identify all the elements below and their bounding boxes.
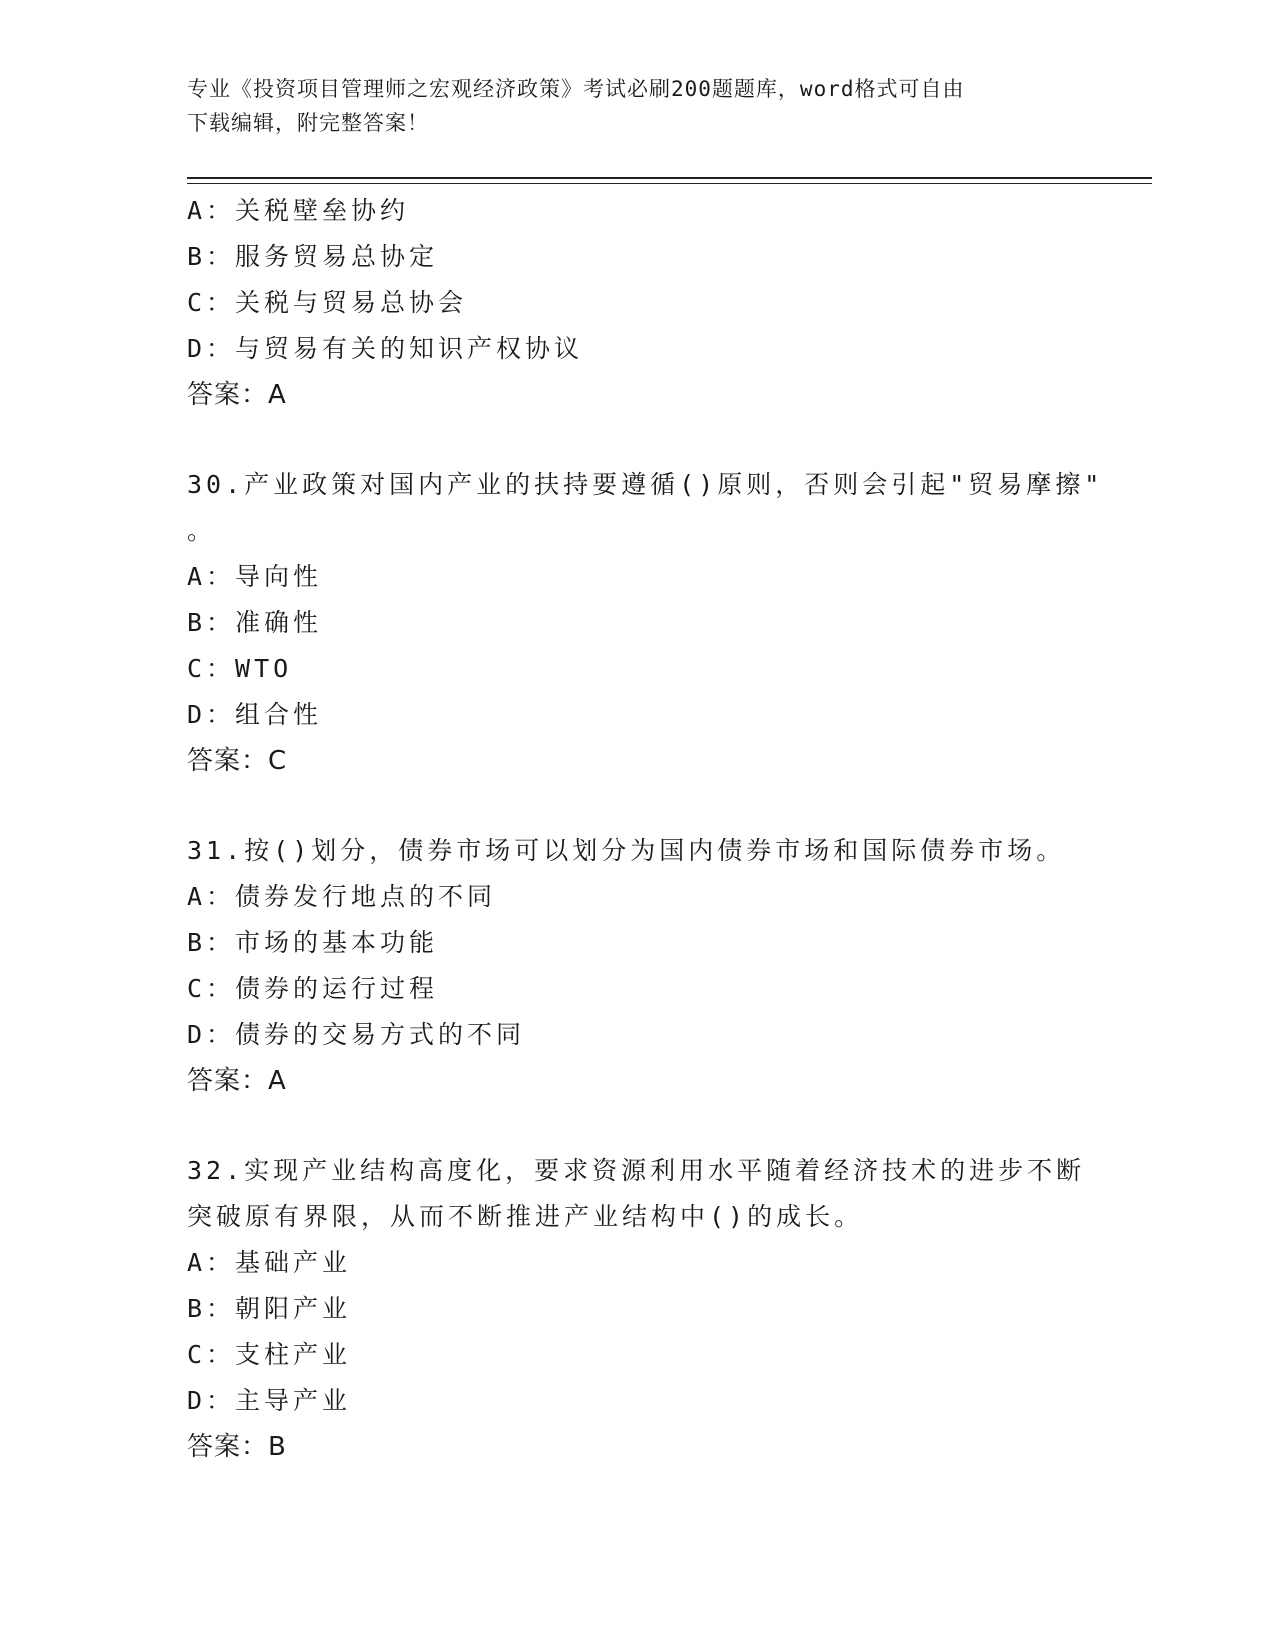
option-b: B：朝阳产业 <box>187 1294 352 1323</box>
question-block <box>187 188 1087 418</box>
option-a: A：债券发行地点的不同 <box>187 882 497 911</box>
answer-line: 答案：C <box>187 746 288 776</box>
answer-line: 答案：B <box>187 1432 287 1462</box>
block-spacer <box>187 418 1087 462</box>
option-d: D：与贸易有关的知识产权协议 <box>187 334 584 363</box>
option-d: D：主导产业 <box>187 1386 352 1415</box>
option-b: B：市场的基本功能 <box>187 928 439 957</box>
option-d: D：债券的交易方式的不同 <box>187 1020 526 1049</box>
option-c: C：WTO <box>187 654 293 683</box>
question-text-line-1: 30.产业政策对国内产业的扶持要遵循()原则，否则会引起"贸易摩擦" <box>187 470 1104 499</box>
option-a: A：关税壁垒协约 <box>187 196 410 225</box>
block-spacer <box>187 784 1087 828</box>
option-d: D：组合性 <box>187 700 323 729</box>
question-list <box>187 188 1104 1470</box>
option-c: C：支柱产业 <box>187 1340 352 1369</box>
option-a: A：基础产业 <box>187 1248 352 1277</box>
option-c: C：关税与贸易总协会 <box>187 288 468 317</box>
answer-line: 答案：A <box>187 1066 287 1096</box>
question-text-line-1: 31.按()划分，债券市场可以划分为国内债券市场和国际债券市场。 <box>187 836 1066 865</box>
document-header <box>187 72 1067 140</box>
option-a: A：导向性 <box>187 562 323 591</box>
option-b: B：服务贸易总协定 <box>187 242 439 271</box>
header-divider-thick <box>187 177 1152 179</box>
option-c: C：债券的运行过程 <box>187 974 439 1003</box>
header-line-2: 下载编辑，附完整答案！ <box>187 111 429 135</box>
question-block <box>187 1148 1087 1470</box>
header-divider-thin <box>187 183 1152 184</box>
question-block <box>187 462 1104 784</box>
question-text-line-1: 32.实现产业结构高度化，要求资源利用水平随着经济技术的进步不断 <box>187 1156 1086 1185</box>
header-line-1: 专业《投资项目管理师之宏观经济政策》考试必刷200题题库，word格式可自由 <box>187 77 965 101</box>
question-block <box>187 828 1087 1104</box>
question-text-line-2: 。 <box>187 516 217 545</box>
block-spacer <box>187 1104 1087 1148</box>
question-text-line-2: 突破原有界限，从而不断推进产业结构中()的成长。 <box>187 1202 864 1231</box>
answer-line: 答案：A <box>187 380 287 410</box>
option-b: B：准确性 <box>187 608 323 637</box>
